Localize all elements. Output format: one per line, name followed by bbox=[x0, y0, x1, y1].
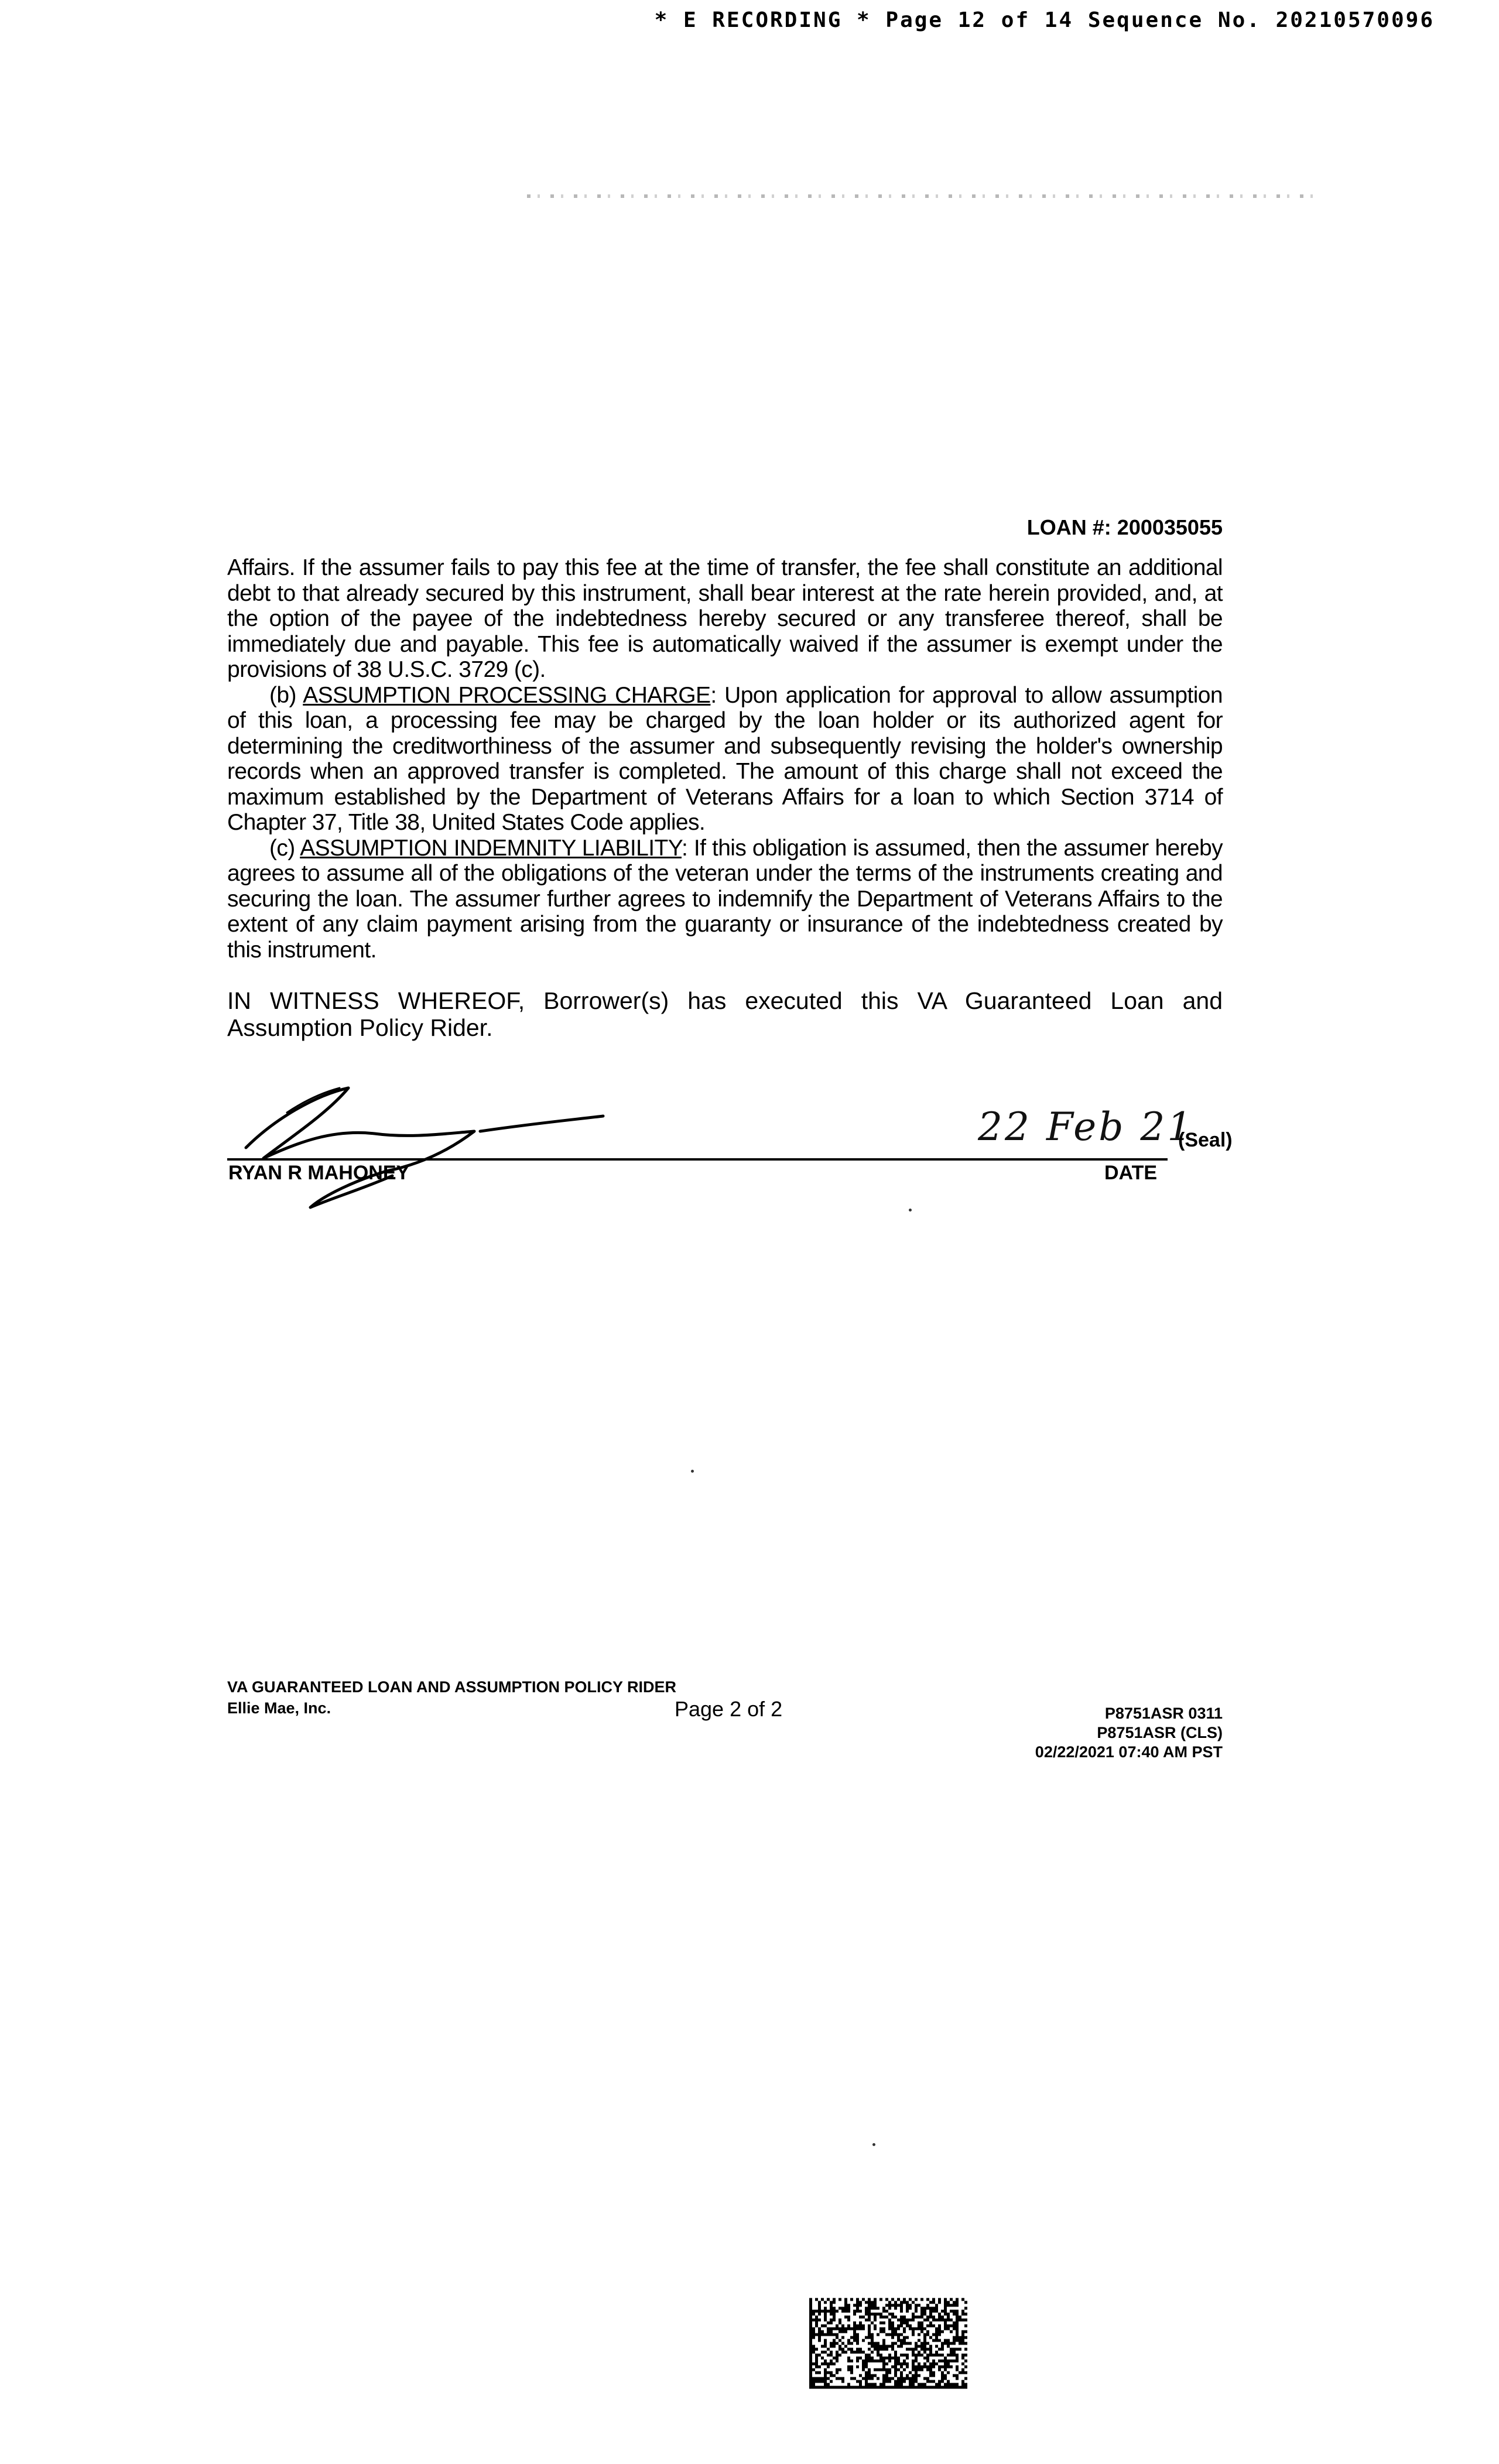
form-title: VA GUARANTEED LOAN AND ASSUMPTION POLICY RIDER bbox=[227, 1678, 677, 1696]
scan-streak bbox=[527, 194, 1323, 198]
paragraph-b-prefix: (b) bbox=[269, 682, 303, 708]
signature-line bbox=[227, 1158, 1168, 1161]
scan-speck bbox=[909, 1209, 912, 1212]
paragraph-c-body: : If this obligation is assumed, then the assumer hereby agrees to assume all of the obligations of the veteran under the terms of the instruments creating and securing the loan. The assumer further agrees to indemnify the Department of Veterans Affairs to the extent of any claim payment arising from the guaranty or insurance of the indebtedness created by this instrument. bbox=[227, 835, 1223, 963]
rider-body-text bbox=[227, 555, 1223, 963]
form-code-1: P8751ASR 0311 bbox=[1104, 1705, 1223, 1722]
recording-header: * E RECORDING * Page 12 of 14 Sequence No. 20210570096 bbox=[654, 8, 1435, 32]
paragraph-b bbox=[227, 683, 1223, 836]
signer-name: RYAN R MAHONEY bbox=[228, 1162, 410, 1184]
paragraph-a-continued: Affairs. If the assumer fails to pay this fee at the time of transfer, the fee shall constitute an additional debt to that already secured by this instrument, shall bear interest at the rate herein provided, and, at the option of the payee of the indebtedness hereby secured or any transferee thereof, shall be immediately due and payable. This fee is automatically waived if the assumer is exempt under the provisions of 38 U.S.C. 3729 (c). bbox=[227, 555, 1223, 682]
loan-number: LOAN #: 200035055 bbox=[1026, 515, 1223, 539]
paragraph-b-body: : Upon application for approval to allow assumption of this loan, a processing fee may be charged by the loan holder or its authorized agent for determining the creditworthiness of the assumer and subsequently revising the holder's ownership records when an approved transfer is completed. The amount of this charge shall not exceed the maximum established by the Department of Veterans Affairs for a loan to which Section 3714 of Chapter 37, Title 38, United States Code applies. bbox=[227, 682, 1223, 835]
paragraph-c-heading: ASSUMPTION INDEMNITY LIABILITY bbox=[300, 835, 682, 861]
page-indicator: Page 2 of 2 bbox=[675, 1697, 783, 1721]
paragraph-b-heading: ASSUMPTION PROCESSING CHARGE bbox=[303, 682, 711, 708]
seal-label: (Seal) bbox=[1178, 1129, 1233, 1151]
borrower-signature bbox=[223, 1077, 632, 1218]
date-label: DATE bbox=[1104, 1162, 1158, 1184]
paragraph-c bbox=[227, 836, 1223, 963]
company-name: Ellie Mae, Inc. bbox=[227, 1699, 331, 1717]
paragraph-c-prefix: (c) bbox=[269, 835, 300, 861]
handwritten-date: 22 Feb 21 bbox=[978, 1104, 1195, 1149]
print-timestamp: 02/22/2021 07:40 AM PST bbox=[1035, 1743, 1223, 1761]
2d-barcode-icon bbox=[809, 2298, 967, 2389]
form-code-2: P8751ASR (CLS) bbox=[1097, 1724, 1223, 1741]
witness-statement: IN WITNESS WHEREOF, Borrower(s) has executed this VA Guaranteed Loan and Assumption Policy Rider. bbox=[227, 987, 1223, 1041]
scan-speck bbox=[872, 2143, 875, 2146]
scan-speck bbox=[691, 1470, 694, 1473]
form-codes bbox=[1035, 1704, 1223, 1762]
